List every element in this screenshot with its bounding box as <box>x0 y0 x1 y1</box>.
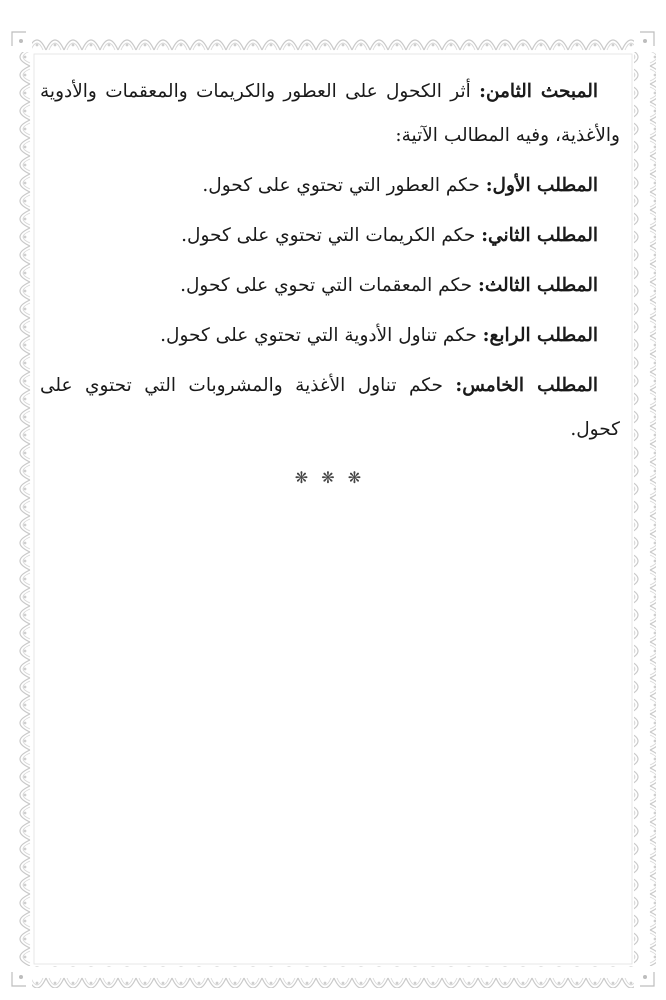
demand-text: حكم المعقمات التي تحوي على كحول. <box>180 275 478 296</box>
page-content <box>40 70 620 500</box>
demand-text: حكم تناول الأغذية والمشروبات التي تحتوي على كحول. <box>40 375 620 440</box>
section-heading-text: أثر الكحول على العطور والكريمات والمعقمات والأدوية والأغذية، وفيه المطالب الآتية: <box>40 81 620 146</box>
section-heading-paragraph <box>40 70 620 158</box>
demand-item <box>40 364 620 452</box>
demand-item <box>40 264 620 308</box>
demand-label: المطلب الخامس: <box>455 375 599 396</box>
demand-label: المطلب الثالث: <box>477 275 598 296</box>
demand-label: المطلب الأول: <box>485 175 598 196</box>
demand-item <box>40 164 620 208</box>
demand-text: حكم الكريمات التي تحتوي على كحول. <box>181 225 482 246</box>
section-separator: ❋ ❋ ❋ <box>294 468 366 487</box>
demand-item <box>40 314 620 358</box>
section-heading-label: المبحث الثامن: <box>479 81 598 102</box>
demand-label: المطلب الرابع: <box>482 325 598 346</box>
demand-text: حكم العطور التي تحتوي على كحول. <box>202 175 486 196</box>
demand-text: حكم تناول الأدوية التي تحتوي على كحول. <box>160 325 483 346</box>
demand-label: المطلب الثاني: <box>481 225 598 246</box>
demand-item <box>40 214 620 258</box>
